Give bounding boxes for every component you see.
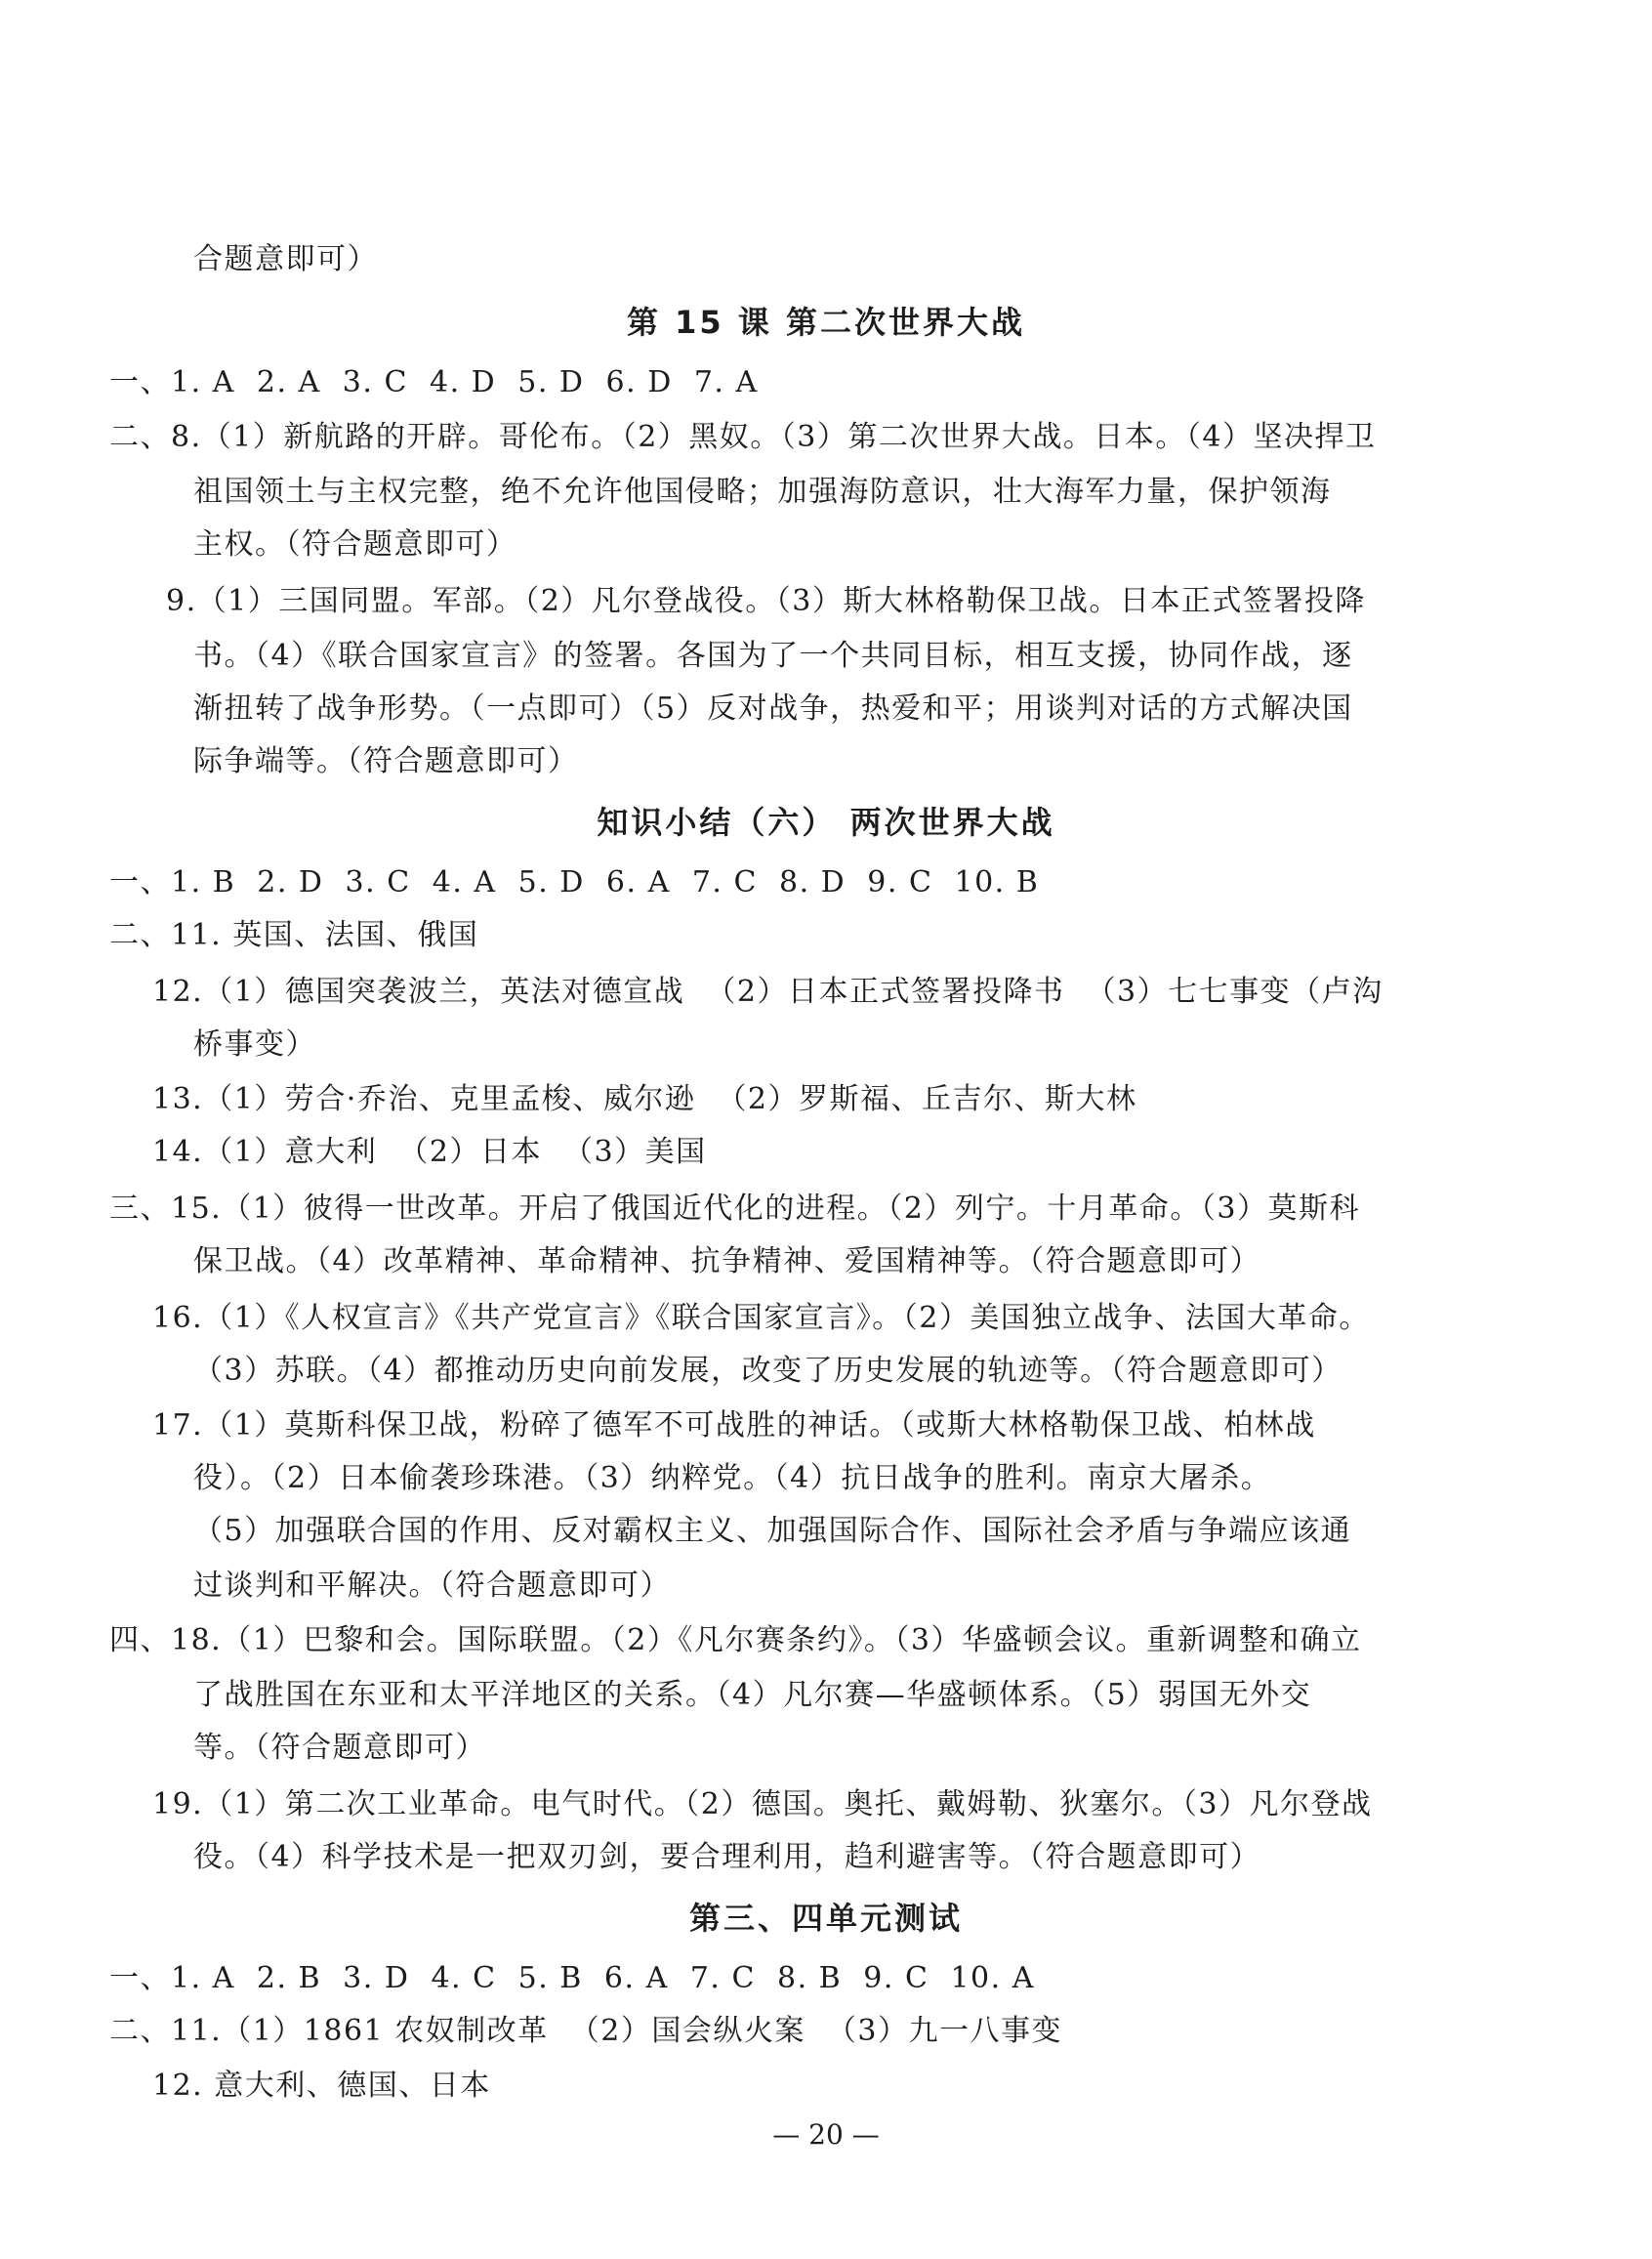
text-line: 保卫战。（4）改革精神、革命精神、抗争精神、爱国精神等。（符合题意即可） <box>193 1244 1261 1278</box>
section-heading: 第 15 课 第二次世界大战 <box>627 304 1025 341</box>
text-line: 主权。（符合题意即可） <box>193 527 517 562</box>
text-line: 二、11. 英国、法国、俄国 <box>109 918 479 952</box>
text-line: 16.（1）《人权宣言》《共产党宣言》《联合国家宣言》。（2）美国独立战争、法国大革命。 <box>152 1301 1370 1335</box>
text-line: 14.（1）意大利 （2）日本 （3）美国 <box>152 1135 707 1169</box>
text-line: 役。（4）科学技术是一把双刃剑，要合理利用，趋利避害等。（符合题意即可） <box>193 1840 1261 1874</box>
text-line: 际争端等。（符合题意即可） <box>193 744 579 778</box>
text-line: 12.（1）德国突袭波兰，英法对德宣战 （2）日本正式签署投降书 （3）七七事变（卢沟 <box>152 975 1384 1009</box>
text-line: 19.（1）第二次工业革命。电气时代。（2）德国。奥托、戴姆勒、狄塞尔。（3）凡尔登战 <box>152 1787 1373 1821</box>
text-line: 了战胜国在东亚和太平洋地区的关系。（4）凡尔赛—华盛顿体系。（5）弱国无外交 <box>193 1678 1312 1712</box>
text-line: 过谈判和平解决。（符合题意即可） <box>193 1569 671 1603</box>
text-line: 合题意即可） <box>193 242 378 276</box>
text-line: 一、1. A 2. B 3. D 4. C 5. B 6. A 7. C 8. B 9. C 10. A <box>109 1961 1035 1995</box>
text-line: 书。（4）《联合国家宣言》的签署。各国为了一个共同目标，相互支援，协同作战，逐 <box>193 639 1353 673</box>
text-line: 役）。（2）日本偷袭珍珠港。（3）纳粹党。（4）抗日战争的胜利。南京大屠杀。 <box>193 1461 1272 1495</box>
text-line: 三、15.（1）彼得一世改革。开启了俄国近代化的进程。（2）列宁。十月革命。（3）莫斯科 <box>109 1192 1360 1226</box>
text-line: 17.（1）莫斯科保卫战，粉碎了德军不可战胜的神话。（或斯大林格勒保卫战、柏林战 <box>152 1408 1316 1443</box>
page-number: — 20 — <box>772 2118 880 2151</box>
text-line: 桥事变） <box>193 1027 316 1062</box>
section-heading: 知识小结（六） 两次世界大战 <box>597 804 1055 841</box>
text-line: （5）加强联合国的作用、反对霸权主义、加强国际合作、国际社会矛盾与争端应该通 <box>193 1514 1352 1548</box>
text-line: 13.（1）劳合·乔治、克里孟梭、威尔逊 （2）罗斯福、丘吉尔、斯大林 <box>152 1082 1137 1116</box>
text-line: 四、18.（1）巴黎和会。国际联盟。（2）《凡尔赛条约》。（3）华盛顿会议。重新调整和确立 <box>109 1623 1362 1657</box>
text-line: （3）苏联。（4）都推动历史向前发展，改变了历史发展的轨迹等。（符合题意即可） <box>193 1354 1342 1388</box>
text-line: 一、1. B 2. D 3. C 4. A 5. D 6. A 7. C 8. D 9. C 10. B <box>109 865 1040 899</box>
section-heading: 第三、四单元测试 <box>688 1900 963 1937</box>
text-line: 祖国领土与主权完整，绝不允许他国侵略；加强海防意识，壮大海军力量，保护领海 <box>193 475 1332 509</box>
text-line: 等。（符合题意即可） <box>193 1731 486 1765</box>
text-line: 9.（1）三国同盟。军部。（2）凡尔登战役。（3）斯大林格勒保卫战。日本正式签署投降 <box>166 584 1366 618</box>
text-line: 12. 意大利、德国、日本 <box>152 2069 491 2103</box>
text-line: 二、11.（1）1861 农奴制改革 （2）国会纵火案 （3）九一八事变 <box>109 2014 1062 2048</box>
text-line: 二、8.（1）新航路的开辟。哥伦布。（2）黑奴。（3）第二次世界大战。日本。（4）坚决捍卫 <box>109 420 1377 454</box>
text-line: 一、1. A 2. A 3. C 4. D 5. D 6. D 7. A <box>109 365 759 399</box>
text-line: 渐扭转了战争形势。（一点即可）（5）反对战争，热爱和平；用谈判对话的方式解决国 <box>193 691 1353 726</box>
